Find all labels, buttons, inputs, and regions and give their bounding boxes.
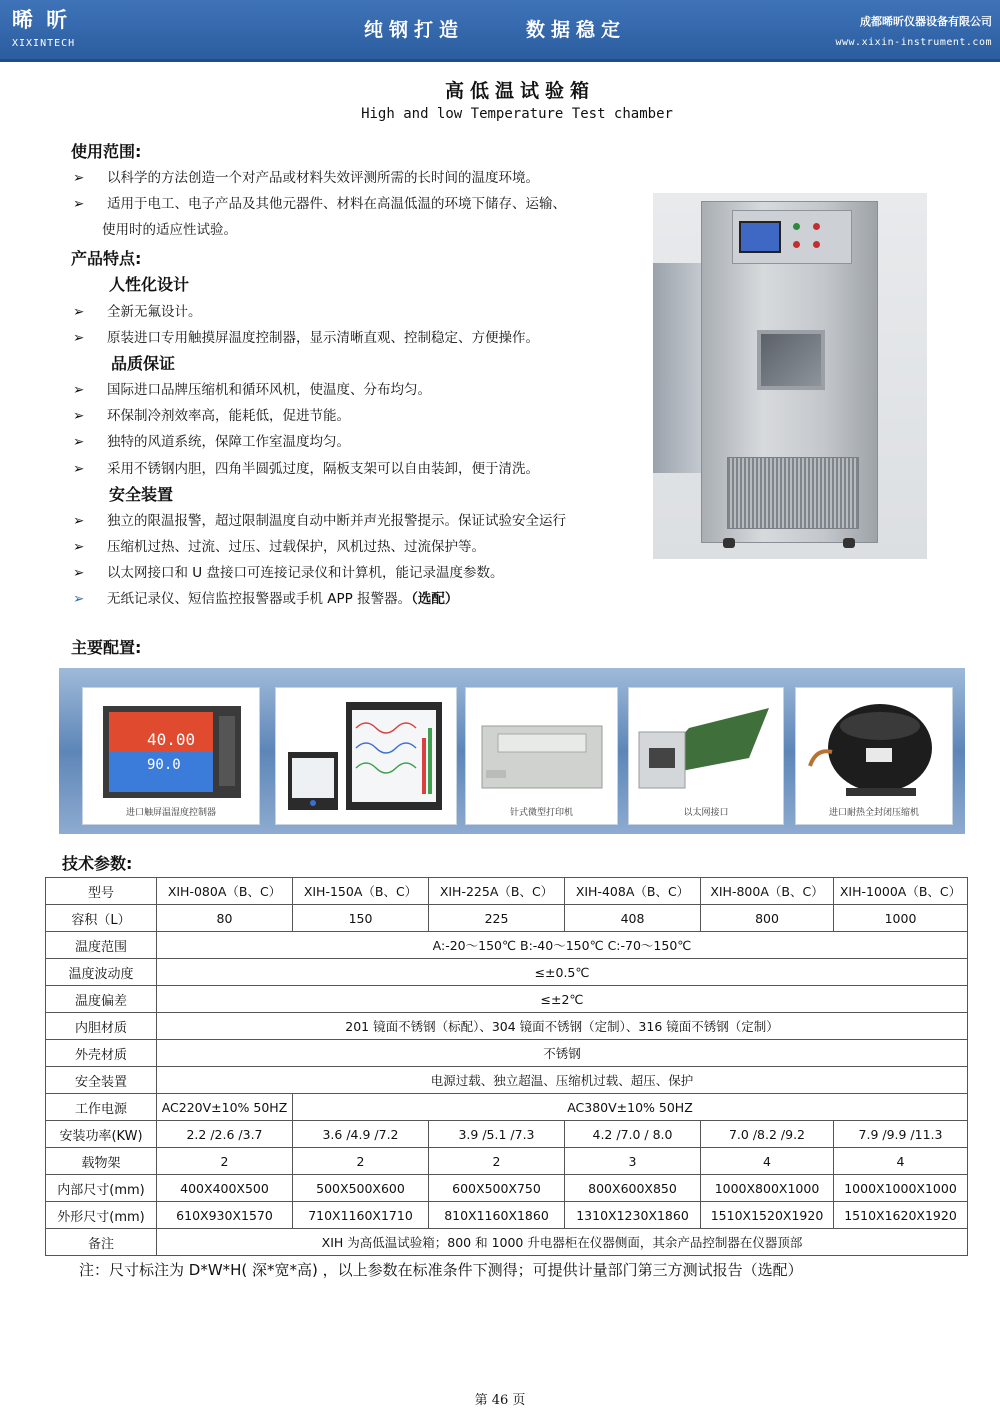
table-row [46,1040,968,1067]
spec-table-wrap [45,877,967,1256]
table-cell: 温度偏差 [46,986,157,1013]
table-cell: 600X500X750 [429,1175,565,1202]
recorder-small-screen [292,758,334,798]
bullet-arrow-icon: ➢ [73,304,85,320]
printer-slot [498,734,586,752]
table-cell: 不锈钢 [157,1040,968,1067]
usage-item: ➢ 适用于电工、电子产品及其他元器件、材料在高温低温的环境下储存、运输、 [73,196,566,212]
table-cell: 7.0 /8.2 /9.2 [701,1121,834,1148]
table-row [46,1067,968,1094]
bullet-arrow-icon: ➢ [73,382,85,398]
feature-item: ➢ 压缩机过热、过流、过压、过载保护，风机过热、过流保护等。 [73,539,485,555]
table-cell: 2 [429,1148,565,1175]
adjacent-cabinet [653,263,701,473]
usage-heading: 使用范围: [71,142,142,161]
bullet-arrow-icon: ➢ [73,461,85,477]
usage-item: ➢ 以科学的方法创造一个对产品或材料失效评测所需的长时间的温度环境。 [73,170,539,186]
bullet-arrow-icon: ➢ [73,408,85,424]
table-cell: XIH 为高低温试验箱；800 和 1000 升电器柜在仪器侧面，其余产品控制器在仪器顶部 [157,1229,968,1256]
table-cell: XIH-800A（B、C） [701,878,834,905]
bullet-arrow-icon: ➢ [73,591,85,607]
table-row [46,932,968,959]
config-card-controller [82,687,260,825]
controller-display-1: 40.00 [147,730,196,749]
printer-latch [486,770,506,778]
config-card-printer [465,687,618,825]
page-number: 第 46 页 [474,1393,526,1408]
config-card-recorder [275,687,457,825]
table-cell: XIH-150A（B、C） [293,878,429,905]
page-title: 高低温试验箱 [444,80,595,102]
feature-group-title: 品质保证 [111,354,176,373]
micro-printer-image [466,688,617,824]
product-photo [653,193,927,559]
slogan-left: 纯钢打造 [364,19,465,41]
compressor-image [796,688,952,824]
table-cell: 安装功率(KW) [46,1121,157,1148]
spec-table [45,877,968,1256]
table-cell: 810X1160X1860 [429,1202,565,1229]
rj45-port-icon [649,748,675,768]
table-cell: XIH-408A（B、C） [565,878,701,905]
table-cell: 80 [157,905,293,932]
table-cell: 3.9 /5.1 /7.3 [429,1121,565,1148]
touch-screen [739,221,781,253]
company-website[interactable]: www.xixin-instrument.com [835,37,992,48]
table-row [46,986,968,1013]
control-panel [732,210,852,264]
table-cell: XIH-080A（B、C） [157,878,293,905]
table-cell: ≤±2℃ [157,986,968,1013]
config-caption: 针式微型打印机 [509,808,573,818]
bullet-arrow-icon: ➢ [73,196,85,212]
indicator-light-icon [813,223,820,230]
feature-item: ➢ 采用不锈钢内胆，四角半圆弧过度，隔板支架可以自由装卸，便于清洗。 [73,461,539,477]
config-caption: 以太网接口 [683,808,729,818]
table-cell: 载物架 [46,1148,157,1175]
table-cell: 800 [701,905,834,932]
recorder-knob-icon [310,800,316,806]
table-cell: 2 [157,1148,293,1175]
chamber-cabinet [701,201,878,543]
feature-item: ➢ 环保制冷剂效率高，能耗低，促进节能。 [73,408,350,424]
table-cell: 201 镜面不锈钢（标配）、304 镜面不锈钢（定制）、316 镜面不锈钢（定制） [157,1013,968,1040]
table-row [46,1094,968,1121]
table-cell: 外壳材质 [46,1040,157,1067]
compressor-base [846,788,916,796]
ventilation-grille [727,457,859,529]
config-caption: 进口耐热全封闭压缩机 [828,808,919,818]
table-cell: 1510X1620X1920 [834,1202,968,1229]
table-cell: 工作电源 [46,1094,157,1121]
table-cell: 710X1160X1710 [293,1202,429,1229]
bullet-arrow-icon: ➢ [73,539,85,555]
config-caption: 进口触屏温湿度控制器 [125,808,216,818]
bullet-arrow-icon: ➢ [73,170,85,186]
feature-group-title: 人性化设计 [109,275,190,294]
table-row [46,1229,968,1256]
table-cell: 1510X1520X1920 [701,1202,834,1229]
table-row [46,1148,968,1175]
page-subtitle: High and low Temperature Test chamber [361,106,673,122]
table-row [46,1013,968,1040]
table-cell: XIH-225A（B、C） [429,878,565,905]
table-cell: XIH-1000A（B、C） [834,878,968,905]
feature-item: ➢ 以太网接口和 U 盘接口可连接记录仪和计算机，能记录温度参数。 [73,565,504,581]
feature-item: ➢ 独特的风道系统，保障工作室温度均匀。 [73,434,350,450]
table-row [46,1202,968,1229]
table-cell: 4 [834,1148,968,1175]
brand-name-cn: 晞 昕 [12,8,71,32]
table-cell: 电源过载、独立超温、压缩机过载、超压、保护 [157,1067,968,1094]
table-cell: 4 [701,1148,834,1175]
compressor-top [840,712,920,740]
bullet-arrow-icon: ➢ [73,565,85,581]
slogan-right: 数据稳定 [526,19,627,41]
optional-tag: （选配） [411,591,459,607]
table-cell: 温度范围 [46,932,157,959]
table-cell: 内胆材质 [46,1013,157,1040]
table-cell: 150 [293,905,429,932]
feature-item: ➢ 全新无氟设计。 [73,304,202,320]
table-cell: 1000X800X1000 [701,1175,834,1202]
indicator-light-icon [813,241,820,248]
controller-display-2: 90.0 [147,757,181,773]
table-cell: 800X600X850 [565,1175,701,1202]
table-cell: 225 [429,905,565,932]
caster-wheel-icon [843,538,855,548]
table-cell: 1000 [834,905,968,932]
indicator-light-icon [793,223,800,230]
bullet-arrow-icon: ➢ [73,434,85,450]
table-cell: 1000X1000X1000 [834,1175,968,1202]
features-heading: 产品特点: [71,249,142,268]
table-cell: 400X400X500 [157,1175,293,1202]
feature-item: ➢ 无纸记录仪、短信监控报警器或手机 APP 报警器。（选配） [73,591,459,607]
table-cell: ≤±0.5℃ [157,959,968,986]
table-cell: 容积（L） [46,905,157,932]
table-row [46,905,968,932]
table-cell: 备注 [46,1229,157,1256]
controller-keys [219,716,235,786]
caster-wheel-icon [723,538,735,548]
table-cell: 4.2 /7.0 / 8.0 [565,1121,701,1148]
table-cell: AC380V±10% 50HZ [293,1094,968,1121]
table-row [46,959,968,986]
bullet-arrow-icon: ➢ [73,513,85,529]
table-cell: 610X930X1570 [157,1202,293,1229]
table-cell: A:-20～150℃ B:-40～150℃ C:-70～150℃ [157,932,968,959]
feature-group-title: 安全装置 [109,485,174,504]
config-heading: 主要配置: [71,638,142,657]
paperless-recorder-image [276,688,456,824]
table-cell: 内部尺寸(mm) [46,1175,157,1202]
brand-name-en: XIXINTECH [12,38,76,49]
recorder-bar [428,728,432,794]
ethernet-module-image [629,688,783,824]
observation-window [757,330,825,390]
table-row [46,878,968,905]
touch-controller-image [83,688,259,824]
table-cell: 408 [565,905,701,932]
table-cell: 500X500X600 [293,1175,429,1202]
config-card-compressor [795,687,953,825]
specs-heading: 技术参数: [62,854,133,873]
table-cell: 2.2 /2.6 /3.7 [157,1121,293,1148]
footnote: 注：尺寸标注为 D*W*H( 深*宽*高) ，以上参数在标准条件下测得；可提供计量部门第三方测试报告（选配） [79,1261,803,1279]
feature-item: ➢ 独立的限温报警，超过限制温度自动中断并声光报警提示。保证试验安全运行 [73,513,566,529]
compressor-label [866,748,892,762]
company-name: 成都晞昕仪器设备有限公司 [860,15,992,28]
table-cell: AC220V±10% 50HZ [157,1094,293,1121]
table-cell: 3 [565,1148,701,1175]
indicator-light-icon [793,241,800,248]
feature-item: ➢ 国际进口品牌压缩机和循环风机，使温度、分布均匀。 [73,382,431,398]
table-cell: 外形尺寸(mm) [46,1202,157,1229]
table-cell: 1310X1230X1860 [565,1202,701,1229]
usage-item-continued: 使用时的适应性试验。 [102,222,237,238]
table-row [46,1121,968,1148]
table-cell: 安全装置 [46,1067,157,1094]
table-cell: 3.6 /4.9 /7.2 [293,1121,429,1148]
table-row [46,1175,968,1202]
bullet-arrow-icon: ➢ [73,330,85,346]
table-cell: 型号 [46,878,157,905]
table-cell: 7.9 /9.9 /11.3 [834,1121,968,1148]
table-cell: 温度波动度 [46,959,157,986]
recorder-bar [422,738,426,794]
table-cell: 2 [293,1148,429,1175]
header-bar [0,0,1000,62]
config-card-ethernet [628,687,784,825]
feature-item: ➢ 原装进口专用触摸屏温度控制器，显示清晰直观、控制稳定、方便操作。 [73,330,539,346]
